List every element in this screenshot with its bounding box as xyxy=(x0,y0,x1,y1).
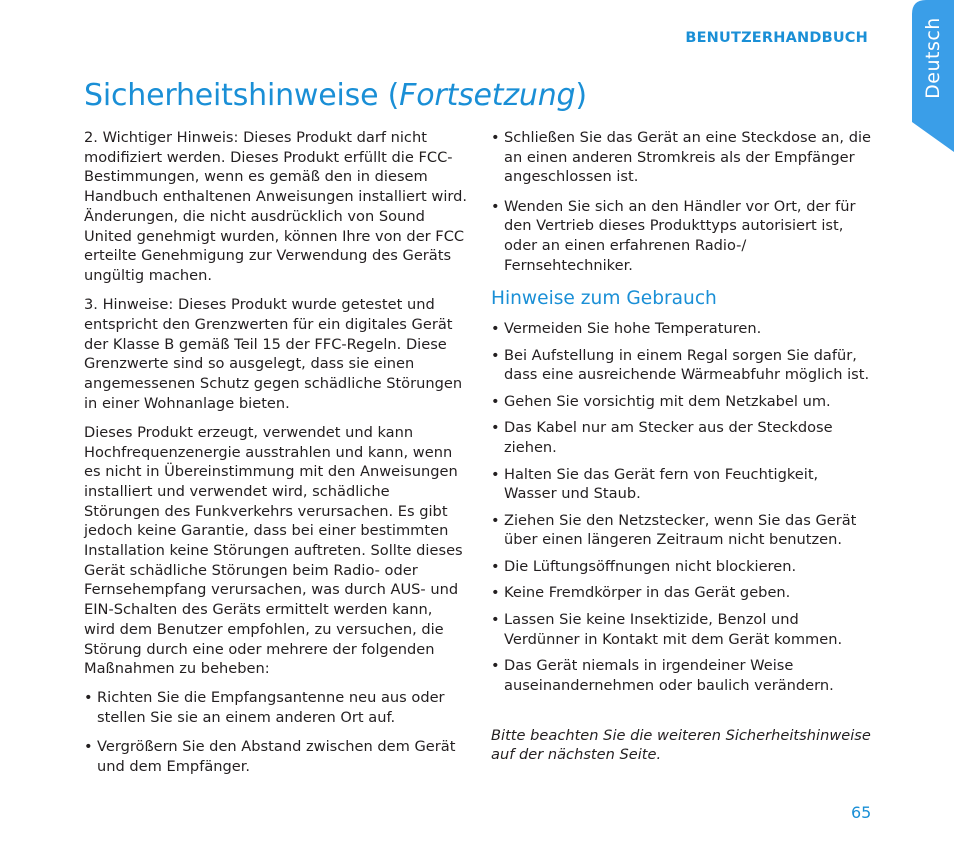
page-number: 65 xyxy=(851,803,872,822)
list-item: • Die Lüftungsöffnungen nicht blockieren. xyxy=(491,557,875,577)
page-title-main: Sicherheitshinweise ( xyxy=(84,78,400,113)
list-item: • Das Kabel nur am Stecker aus der Steckdose ziehen. xyxy=(491,418,875,457)
list-item: • Lassen Sie keine Insektizide, Benzol und Verdünner in Kontakt mit dem Gerät kommen. xyxy=(491,610,875,649)
list-item: • Vergrößern Sie den Abstand zwischen dem Gerät und dem Empfänger. xyxy=(84,737,468,776)
notice-item-3-body: Dieses Produkt wurde getestet und entspricht den Grenzwerten für ein digitales Gerät der Klasse B gemäß Teil 15 der FFC-Regeln. Diese Grenzwerte sind so ausgelegt, dass sie einen angemessenen Schutz gegen schädliche Störungen in einer Wohnanlage bieten. xyxy=(84,296,463,412)
notice-item-2-body: Dieses Produkt erfüllt die FCC-Bestimmungen, wenn es gemäß den in diesem Handbuch enthaltenen Anweisungen installiert wird. Änderungen, die nicht ausdrücklich von Sound United genehmigt wurden, können Ihre von der FCC erteilte Genehmigung zur Verwendung des Geräts ungültig machen. xyxy=(84,148,468,284)
interference-paragraph: Dieses Produkt erzeugt, verwendet und kann Hochfrequenzenergie ausstrahlen und kann, wenn es nicht in Übereinstimmung mit den Anweisungen installiert und verwendet wird, schädliche Störungen des Funkverkehrs verursachen. Es gibt jedoch keine Garantie, dass bei einer bestimmten Installation keine Störungen auftreten. Sollte dieses Gerät schädliche Störungen beim Radio- oder Fernsehempfang verursachen, was durch AUS- und EIN-Schalten des Geräts ermittelt werden kann, wird dem Benutzer empfohlen, zu versuchen, die Störung durch eine oder mehrere der folgenden Maßnahmen zu beheben: xyxy=(84,423,463,678)
usage-list xyxy=(491,319,875,695)
language-tab-label: Deutsch xyxy=(922,17,944,99)
remedy-list-continued xyxy=(491,128,875,275)
list-item: • Das Gerät niemals in irgendeiner Weise auseinandernehmen oder baulich verändern. xyxy=(491,656,875,695)
document-header-label: BENUTZERHANDBUCH xyxy=(685,30,868,46)
page-title xyxy=(84,78,587,113)
list-item: • Halten Sie das Gerät fern von Feuchtigkeit, Wasser und Staub. xyxy=(491,465,875,504)
list-item: • Richten Sie die Empfangsantenne neu aus oder stellen Sie sie an einem anderen Ort auf. xyxy=(84,688,468,727)
page-title-italic: Fortsetzung xyxy=(399,78,576,113)
language-tab xyxy=(912,0,954,152)
page-title-close: ) xyxy=(575,78,587,113)
left-column xyxy=(84,128,468,786)
list-item: • Vermeiden Sie hohe Temperaturen. xyxy=(491,319,875,339)
notice-item-3-lead: 3. Hinweise: xyxy=(84,296,174,314)
list-item: • Wenden Sie sich an den Händler vor Ort, der für den Vertrieb dieses Produkttyps autorisiert ist, oder an einen erfahrenen Radio-/ Fernsehtechniker. xyxy=(491,197,875,276)
remedy-list xyxy=(84,688,468,776)
continuation-note: Bitte beachten Sie die weiteren Sicherheitshinweise auf der nächsten Seite. xyxy=(491,726,871,764)
list-item: • Gehen Sie vorsichtig mit dem Netzkabel um. xyxy=(491,392,875,412)
list-item: • Ziehen Sie den Netzstecker, wenn Sie das Gerät über einen längeren Zeitraum nicht benutzen. xyxy=(491,511,875,550)
list-item: • Schließen Sie das Gerät an eine Steckdose an, die an einen anderen Stromkreis als der Empfänger angeschlossen ist. xyxy=(491,128,875,187)
notice-item-3 xyxy=(84,295,468,413)
list-item: • Bei Aufstellung in einem Regal sorgen Sie dafür, dass eine ausreichende Wärmeabfuhr möglich ist. xyxy=(491,346,875,385)
notice-item-2 xyxy=(84,128,468,286)
section-heading: Hinweise zum Gebrauch xyxy=(491,288,717,310)
notice-item-2-lead: 2. Wichtiger Hinweis: Dieses Produkt darf nicht modifiziert werden. xyxy=(84,129,427,166)
list-item: • Keine Fremdkörper in das Gerät geben. xyxy=(491,583,875,603)
right-column xyxy=(491,128,875,774)
